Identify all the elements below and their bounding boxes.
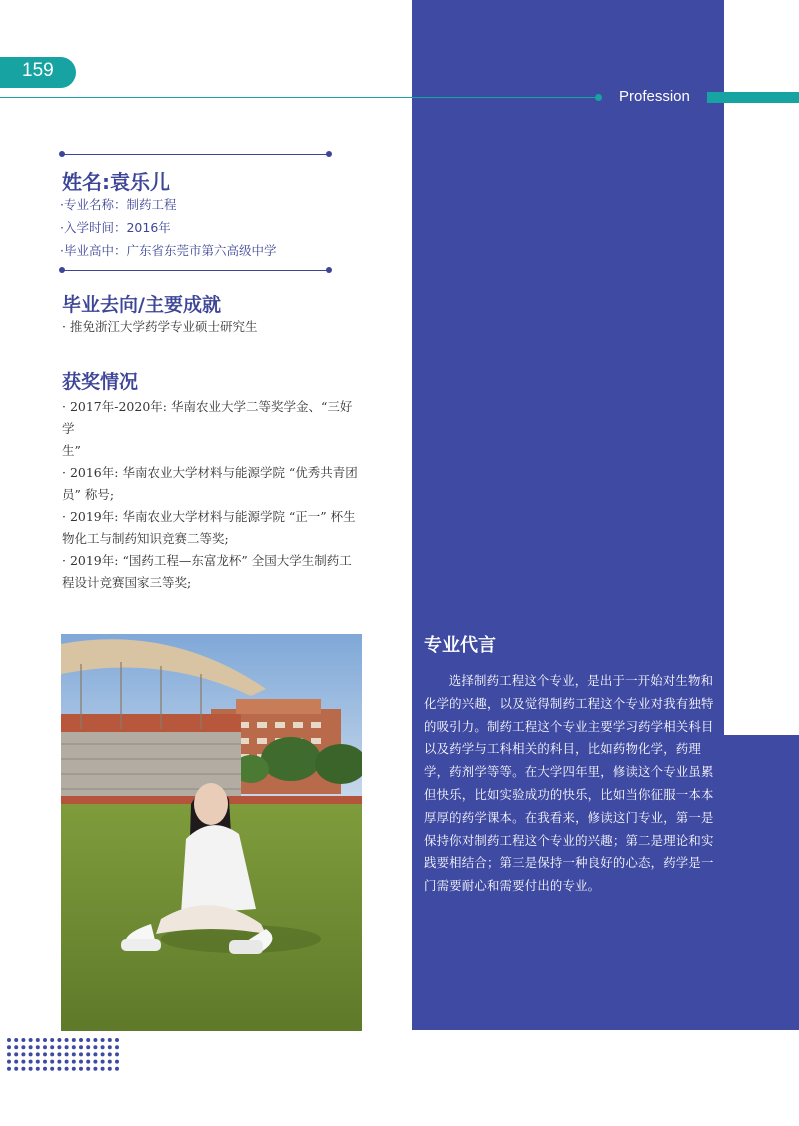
decor-dot (93, 1052, 97, 1056)
student-name: 姓名:袁乐儿 (62, 170, 170, 194)
right-blue-strip (724, 735, 799, 1030)
decor-dot (57, 1067, 61, 1071)
divider-dot (59, 151, 65, 157)
decor-dot (36, 1045, 40, 1049)
header-bar (707, 92, 799, 103)
decor-dot (36, 1067, 40, 1071)
decor-dot (65, 1067, 69, 1071)
decor-dot (43, 1038, 47, 1042)
decor-dot (29, 1045, 33, 1049)
divider-dot (59, 267, 65, 273)
decor-dot (7, 1067, 11, 1071)
decor-dot (57, 1045, 61, 1049)
decor-dot (43, 1067, 47, 1071)
decor-dot (115, 1060, 119, 1064)
award-line: · 2017年-2020年: 华南农业大学二等奖学金、“三好学 (62, 399, 353, 436)
decor-dot (86, 1060, 90, 1064)
page-number: 159 (22, 60, 54, 81)
decor-dot (7, 1060, 11, 1064)
student-photo (61, 634, 362, 1031)
award-line: · 2019年: 华南农业大学材料与能源学院 “正一” 杯生 (62, 509, 356, 524)
decor-dot (21, 1038, 25, 1042)
decor-dot (14, 1038, 18, 1042)
award-line: 员” 称号; (62, 487, 115, 502)
decor-dot (29, 1052, 33, 1056)
decor-dot (50, 1052, 54, 1056)
decor-dot (79, 1045, 83, 1049)
decor-dot (115, 1045, 119, 1049)
decor-dot (65, 1045, 69, 1049)
decor-dot (115, 1038, 119, 1042)
decor-dot (72, 1038, 76, 1042)
decor-dot (108, 1052, 112, 1056)
decor-dot (79, 1038, 83, 1042)
decor-dot (21, 1045, 25, 1049)
decor-dot (14, 1052, 18, 1056)
divider-dot (326, 267, 332, 273)
decor-dot (21, 1060, 25, 1064)
decor-dot (86, 1045, 90, 1049)
decor-dot (43, 1060, 47, 1064)
decor-dot (108, 1038, 112, 1042)
highschool-line: ·毕业高中：广东省东莞市第六高级中学 (60, 243, 277, 258)
decor-dot (86, 1067, 90, 1071)
decor-dot (57, 1052, 61, 1056)
decor-dot (101, 1052, 105, 1056)
decor-dot (101, 1045, 105, 1049)
decor-dot (50, 1038, 54, 1042)
decor-dot (65, 1038, 69, 1042)
decor-dot (79, 1060, 83, 1064)
major-line: ·专业名称：制药工程 (60, 197, 177, 212)
decor-dot (57, 1038, 61, 1042)
decor-dot (36, 1052, 40, 1056)
decor-dot (50, 1067, 54, 1071)
decor-dot (50, 1060, 54, 1064)
decorative-dot-grid (6, 1037, 122, 1073)
decor-dot (65, 1060, 69, 1064)
destination-item: · 推免浙江大学药学专业硕士研究生 (62, 319, 258, 334)
decor-dot (108, 1045, 112, 1049)
decor-dot (86, 1038, 90, 1042)
decor-dot (21, 1067, 25, 1071)
decor-dot (72, 1052, 76, 1056)
decor-dot (93, 1045, 97, 1049)
divider-bottom (62, 270, 330, 271)
header-word: Profession (619, 88, 690, 105)
decor-dot (93, 1060, 97, 1064)
decor-dot (36, 1060, 40, 1064)
divider-top (62, 154, 330, 155)
award-line: 物化工与制药知识竞赛二等奖; (62, 531, 229, 546)
decor-dot (101, 1038, 105, 1042)
enroll-line: ·入学时间：2016年 (60, 220, 171, 235)
header-dot (595, 94, 602, 101)
decor-dot (101, 1067, 105, 1071)
decor-dot (108, 1067, 112, 1071)
decor-dot (72, 1045, 76, 1049)
decor-dot (29, 1067, 33, 1071)
awards-list (62, 396, 362, 594)
decor-dot (29, 1060, 33, 1064)
decor-dot (43, 1052, 47, 1056)
decor-dot (86, 1052, 90, 1056)
motto-title: 专业代言 (424, 635, 496, 656)
destination-title: 毕业去向/主要成就 (62, 294, 221, 316)
decor-dot (29, 1038, 33, 1042)
awards-title: 获奖情况 (62, 371, 139, 393)
decor-dot (7, 1038, 11, 1042)
decor-dot (65, 1052, 69, 1056)
decor-dot (57, 1060, 61, 1064)
decor-dot (115, 1067, 119, 1071)
decor-dot (7, 1052, 11, 1056)
decor-dot (43, 1045, 47, 1049)
award-line: 程设计竞赛国家三等奖; (62, 575, 192, 590)
decor-dot (93, 1038, 97, 1042)
decor-dot (36, 1038, 40, 1042)
decor-dot (21, 1052, 25, 1056)
decor-dot (72, 1067, 76, 1071)
decor-dot (72, 1060, 76, 1064)
decor-dot (101, 1060, 105, 1064)
decor-dot (14, 1045, 18, 1049)
award-line: · 2019年: “国药工程—东富龙杯” 全国大学生制药工 (62, 553, 352, 568)
decor-dot (50, 1045, 54, 1049)
decor-dot (14, 1067, 18, 1071)
decor-dot (79, 1067, 83, 1071)
decor-dot (79, 1052, 83, 1056)
award-line: 生” (62, 443, 81, 458)
decor-dot (108, 1060, 112, 1064)
header-line (0, 97, 602, 98)
decor-dot (93, 1067, 97, 1071)
motto-text: 选择制药工程这个专业，是出于一开始对生物和化学的兴趣，以及觉得制药工程这个专业对我有独特的吸引力。制药工程这个专业主要学习药学相关科目以及药学与工科相关的科目，比如药物化学，药理学，药剂学等等。在大学四年里，修读这个专业虽累但快乐，比如实验成功的快乐，比如当你征服一本本厚厚的药学课本。在我看来，修读这门专业，第一是保持你对制药工程这个专业的兴趣；第二是理论和实践要相结合；第三是保持一种良好的心态，药学是一门需要耐心和需要付出的专业。 (424, 673, 714, 894)
decor-dot (115, 1052, 119, 1056)
decor-dot (14, 1060, 18, 1064)
decor-dot (7, 1045, 11, 1049)
divider-dot (326, 151, 332, 157)
award-line: · 2016年: 华南农业大学材料与能源学院 “优秀共青团 (62, 465, 358, 480)
